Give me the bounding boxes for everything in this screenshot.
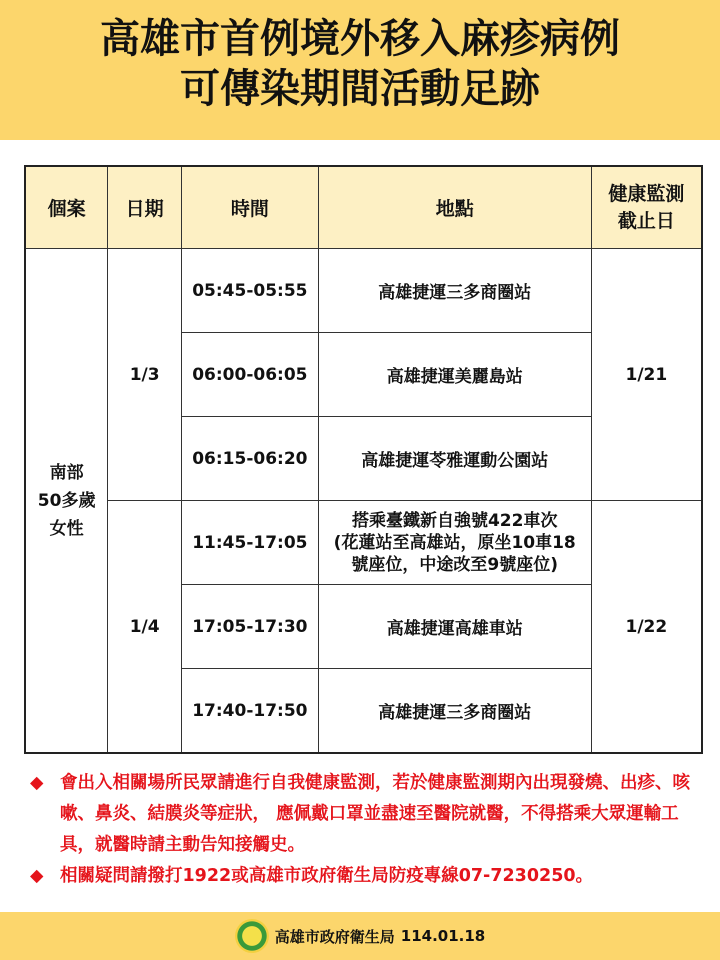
place-cell: 高雄捷運三多商圈站: [318, 249, 591, 333]
place-cell: 高雄捷運高雄車站: [318, 585, 591, 669]
footprint-table: [24, 165, 703, 754]
time-cell: 05:45-05:55: [182, 249, 319, 333]
place-cell: 高雄捷運三多商圈站: [318, 669, 591, 754]
note-text: 相關疑問請撥打1922或高雄市政府衛生局防疫專線07-7230250。: [60, 866, 594, 886]
place-cell: 高雄捷運苓雅運動公園站: [318, 417, 591, 501]
footer-date: 114.01.18: [400, 927, 486, 945]
time-cell: 06:15-06:20: [182, 417, 319, 501]
note-item: [30, 768, 710, 861]
footer: [0, 912, 720, 960]
time-cell: 11:45-17:05: [182, 501, 319, 585]
case-cell: 南部 50多歲 女性: [25, 249, 108, 754]
monitor-end-cell: 1/21: [591, 249, 702, 501]
header-case: 個案: [25, 166, 108, 249]
notes: [30, 768, 710, 892]
health-bureau-logo-icon: [235, 919, 269, 953]
date-cell: 1/4: [108, 501, 182, 754]
table-row: [25, 501, 702, 585]
time-cell: 17:05-17:30: [182, 585, 319, 669]
place-cell: 搭乘臺鐵新自強號422車次 (花蓮站至高雄站，原坐10車18號座位，中途改至9號座位): [318, 501, 591, 585]
header-date: 日期: [108, 166, 182, 249]
header-monitor-end: 健康監測 截止日: [591, 166, 702, 249]
title-line-2: 可傳染期間活動足跡: [180, 66, 540, 112]
footer-org: 高雄市政府衛生局: [274, 927, 395, 946]
monitor-end-cell: 1/22: [591, 501, 702, 754]
title-line-1: 高雄市首例境外移入麻疹病例: [100, 16, 620, 62]
header-row: [25, 166, 702, 249]
note-text: 會出入相關場所民眾請進行自我健康監測，若於健康監測期內出現發燒、出疹、咳嗽、鼻炎、結膜炎等症狀， 應佩戴口罩並盡速至醫院就醫，不得搭乘大眾運輸工具，就醫時請主動告知接觸史。: [60, 773, 690, 855]
header-place: 地點: [318, 166, 591, 249]
time-cell: 17:40-17:50: [182, 669, 319, 754]
place-cell: 高雄捷運美麗島站: [318, 333, 591, 417]
header-time: 時間: [182, 166, 319, 249]
time-cell: 06:00-06:05: [182, 333, 319, 417]
note-item: [30, 861, 710, 892]
table-row: [25, 249, 702, 333]
diamond-bullet-icon: ◆: [30, 773, 44, 793]
date-cell: 1/3: [108, 249, 182, 501]
diamond-bullet-icon: ◆: [30, 866, 44, 886]
title-banner: [0, 0, 720, 140]
